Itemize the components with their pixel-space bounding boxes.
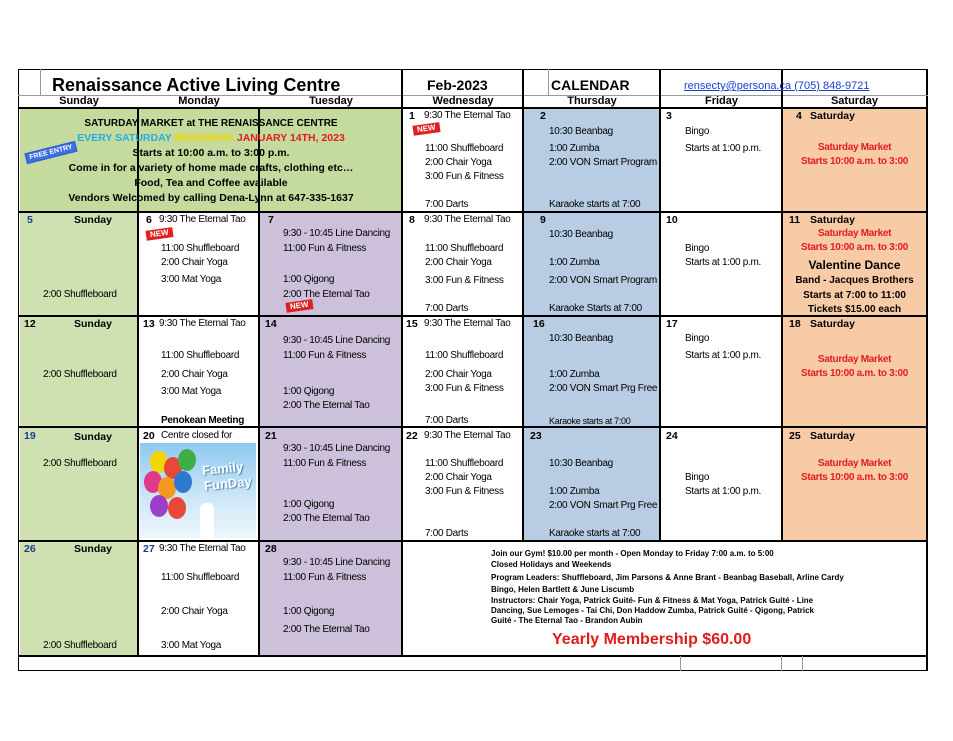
page-title: Renaissance Active Living Centre (52, 75, 341, 95)
info-text: Guité - The Eternal Tao - Brandon Aubin (491, 616, 643, 625)
event-text: Starts at 1:00 p.m. (685, 486, 762, 497)
market-title: SATURDAY MARKET at THE RENAISSANCE CENTRE (84, 118, 338, 129)
event-text: 1:00 Qigong (283, 499, 335, 510)
event-text: 11:00 Shuffleboard (425, 143, 504, 154)
info-text: Bingo, Helen Bartlett & June Liscumb (491, 585, 635, 594)
event-text: 11:00 Shuffleboard (161, 350, 240, 361)
event-text: Bingo (685, 333, 710, 344)
event-text: 2:00 Shuffleboard (43, 640, 117, 651)
grid-left (18, 69, 19, 671)
event-text: 3:00 Mat Yoga (161, 386, 222, 397)
event-text: 1:00 Zumba (549, 486, 600, 497)
event-text: 1:00 Zumba (549, 257, 600, 268)
day-header-wednesday: Wednesday (432, 95, 494, 107)
event-text: 9:30 The Eternal Tao (159, 318, 246, 329)
new-badge: NEW (285, 299, 313, 313)
event-text: Bingo (685, 126, 710, 137)
day-number: 26 (24, 543, 36, 555)
info-text: Instructors: Chair Yoga, Patrick Guité- Fun & Fitness & Mat Yoga, Patrick Guité - Line (491, 596, 814, 605)
day-number: 17 (666, 318, 678, 330)
market-every-text: EVERY SATURDAY (77, 132, 175, 144)
event-text: 7:00 Darts (425, 199, 469, 210)
day-number: 4 (796, 110, 802, 122)
day-number: 28 (265, 543, 277, 555)
balloon-icon (178, 449, 196, 471)
event-text: 9:30 - 10:45 Line Dancing (283, 443, 391, 454)
event-text: 1:00 Zumba (549, 143, 600, 154)
event-text: 3:00 Fun & Fitness (425, 486, 504, 497)
event-text: Karaoke starts at 7:00 (549, 528, 641, 539)
event-text: 9:30 The Eternal Tao (424, 430, 511, 441)
event-text: 1:00 Qigong (283, 274, 335, 285)
footer-tick-1 (680, 656, 681, 671)
day-number: 8 (409, 214, 415, 226)
balloon-icon (174, 471, 192, 493)
sunday-bg-w4 (20, 427, 138, 541)
market-food: Food, Tea and Coffee available (134, 177, 288, 189)
info-text: Dancing, Sue Lemoges - Tai Chi, Don Haddow Zumba, Patrick Guité - Qigong, Patrick (491, 606, 815, 615)
image-caption-family: Family (201, 458, 244, 479)
event-text: 11:00 Fun & Fitness (283, 572, 367, 583)
footer-tick-3 (802, 656, 803, 671)
market-every-saturday (20, 132, 402, 144)
event-text: 7:00 Darts (425, 303, 469, 314)
event-text: 2:00 The Eternal Tao (283, 400, 370, 411)
free-entry-stamp: FREE ENTRY (24, 141, 77, 164)
balloon-icon (168, 497, 186, 519)
event-text: Saturday Market (817, 228, 892, 239)
day-number: 3 (666, 110, 672, 122)
event-text: 10:30 Beanbag (549, 458, 613, 469)
market-beginning-text: BEGINNING (174, 132, 237, 144)
market-hours: Starts at 10:00 a.m. to 3:00 p.m. (132, 147, 290, 159)
event-text: Starts at 1:00 p.m. (685, 257, 762, 268)
day-header-thursday: Thursday (567, 95, 617, 107)
event-text: Tickets $15.00 each (807, 304, 902, 313)
event-text: 2:00 VON Smart Program (549, 275, 657, 286)
new-badge: NEW (145, 227, 173, 241)
market-date-text: JANUARY 14TH, 2023 (236, 132, 345, 144)
row-divider-5 (18, 655, 928, 657)
event-text: 2:00 Chair Yoga (425, 257, 492, 268)
event-text: 2:00 Chair Yoga (425, 157, 492, 168)
row-divider-4 (18, 540, 928, 542)
event-title: Valentine Dance (808, 258, 901, 272)
membership-price: Yearly Membership $60.00 (552, 631, 752, 648)
event-text: 9:30 The Eternal Tao (159, 214, 246, 225)
day-number: 14 (265, 318, 277, 330)
event-text: 11:00 Shuffleboard (425, 243, 504, 254)
day-number: 24 (666, 430, 678, 442)
event-text: 11:00 Fun & Fitness (283, 350, 367, 361)
row-divider-1 (18, 211, 928, 213)
day-number: 5 (27, 214, 33, 226)
day-header-saturday: Saturday (830, 95, 879, 107)
col-divider-tue (258, 107, 260, 656)
day-number: 27 (143, 543, 155, 555)
event-text: Centre closed for (161, 430, 233, 441)
event-text: 3:00 Mat Yoga (161, 640, 222, 651)
event-text: 9:30 - 10:45 Line Dancing (283, 335, 391, 346)
grid-bottom (18, 670, 928, 671)
day-number: 11 (789, 214, 801, 226)
event-text: 2:00 Chair Yoga (425, 369, 492, 380)
event-text: Bingo (685, 243, 710, 254)
sunday-bg-w5 (20, 541, 138, 656)
info-text: Join our Gym! $10.00 per month - Open Monday to Friday 7:00 a.m. to 5:00 (491, 549, 774, 558)
day-number: 9 (540, 214, 546, 226)
event-text: 1:00 Qigong (283, 386, 335, 397)
day-number: 21 (265, 430, 277, 442)
grid-top (18, 69, 928, 70)
day-number: 22 (406, 430, 418, 442)
event-text: 2:00 The Eternal Tao (283, 624, 370, 635)
market-vendors: Vendors Welcomed by calling Dena-Lynn at 647-335-1637 (68, 192, 354, 204)
day-number: 16 (533, 318, 545, 330)
event-text: Starts 10:00 a.m. to 3:00 (801, 472, 908, 483)
day-number: 10 (666, 214, 678, 226)
event-text: 7:00 Darts (425, 415, 469, 426)
event-text: 9:30 - 10:45 Line Dancing (283, 228, 391, 239)
event-text: Starts at 1:00 p.m. (685, 143, 762, 154)
event-text: 2:00 Shuffleboard (43, 458, 117, 469)
col-divider-thu (522, 69, 524, 542)
event-text: Saturday Market (817, 354, 892, 365)
event-text: Starts at 7:00 to 11:00 (803, 290, 906, 301)
header-tick (40, 69, 41, 96)
event-text: 2:00 Shuffleboard (43, 289, 117, 300)
new-badge: NEW (412, 122, 440, 136)
month-label: Feb-2023 (427, 77, 488, 93)
balloon-icon (150, 495, 168, 517)
event-text: 1:00 Zumba (549, 369, 600, 380)
day-number: 20 (143, 430, 155, 442)
event-text: Saturday Market (817, 142, 892, 153)
event-text: Starts at 1:00 p.m. (685, 350, 762, 361)
day-label: Sunday (74, 543, 112, 555)
event-text: Starts 10:00 a.m. to 3:00 (801, 242, 908, 253)
day-number: 13 (143, 318, 155, 330)
day-label: Sunday (74, 214, 112, 226)
event-text: 2:00 Shuffleboard (43, 369, 117, 380)
event-text: Band - Jacques Brothers (795, 275, 914, 286)
day-number: 23 (530, 430, 542, 442)
event-text: Karaoke starts at 7:00 (549, 199, 641, 210)
day-number: 19 (24, 430, 36, 442)
thursday-bg-w4 (523, 427, 660, 541)
info-text: Closed Holidays and Weekends (491, 560, 612, 569)
image-caption-funday: FunDay (203, 473, 253, 494)
day-number: 25 (789, 430, 801, 442)
event-text: 2:00 Chair Yoga (161, 369, 228, 380)
event-text: Karaoke Starts at 7:00 (549, 303, 642, 314)
day-label: Saturday (810, 214, 855, 226)
day-label: Saturday (810, 430, 855, 442)
calendar-label: CALENDAR (551, 77, 630, 93)
info-text: Program Leaders: Shuffleboard, Jim Parsons & Anne Brant - Beanbag Baseball, Arline Cardy (491, 573, 844, 582)
event-text: 9:30 The Eternal Tao (424, 110, 511, 121)
day-label: Saturday (810, 110, 855, 122)
event-text: 2:00 Chair Yoga (161, 257, 228, 268)
footer-tick-2 (781, 656, 782, 671)
event-text: 2:00 The Eternal Tao (283, 289, 370, 300)
event-text: 9:30 The Eternal Tao (159, 543, 246, 554)
event-text: 2:00 VON Smart Prg Free (549, 383, 658, 394)
day-header-monday: Monday (178, 95, 220, 107)
family-funday-image (140, 443, 256, 538)
event-text: 7:00 Darts (425, 528, 469, 539)
event-text: Starts 10:00 a.m. to 3:00 (801, 368, 908, 379)
day-number: 18 (789, 318, 801, 330)
grid-right (926, 69, 928, 671)
event-text: 11:00 Shuffleboard (161, 572, 240, 583)
event-text: 9:30 The Eternal Tao (424, 214, 511, 225)
event-text: 10:30 Beanbag (549, 126, 613, 137)
row-divider-2 (18, 315, 928, 317)
days-divider (18, 107, 928, 109)
row-divider-3 (18, 426, 928, 428)
event-text: 3:00 Mat Yoga (161, 274, 222, 285)
day-number: 1 (409, 110, 415, 122)
contact-link[interactable]: rensecty@persona.ca (705) 848-9721 (684, 80, 870, 92)
day-number: 7 (268, 214, 274, 226)
event-text: Saturday Market (817, 458, 892, 469)
day-label: Sunday (74, 318, 112, 330)
day-header-sunday: Sunday (59, 95, 99, 107)
event-text: 9:30 The Eternal Tao (424, 318, 511, 329)
event-text: 2:00 Chair Yoga (425, 472, 492, 483)
event-text: 11:00 Shuffleboard (425, 458, 504, 469)
day-header-tuesday: Tuesday (309, 95, 353, 107)
saturday-bg-w4 (782, 427, 926, 541)
day-header-friday: Friday (704, 95, 738, 107)
event-text: 10:30 Beanbag (549, 333, 613, 344)
event-text: 10:30 Beanbag (549, 229, 613, 240)
event-text: 3:00 Fun & Fitness (425, 171, 504, 182)
event-text: 3:00 Fun & Fitness (425, 383, 504, 394)
event-text: 2:00 Chair Yoga (161, 606, 228, 617)
event-text: Starts 10:00 a.m. to 3:00 (801, 156, 908, 167)
event-text: 2:00 The Eternal Tao (283, 513, 370, 524)
person-icon (200, 503, 214, 538)
market-description: Come in for a variety of home made crafts, clothing etc… (68, 162, 354, 174)
event-text: 2:00 VON Smart Program (549, 157, 657, 168)
event-text: 9:30 - 10:45 Line Dancing (283, 557, 391, 568)
day-number: 6 (146, 214, 152, 226)
event-text: 11:00 Fun & Fitness (283, 243, 367, 254)
col-divider-fri (659, 69, 661, 542)
day-number: 2 (540, 110, 546, 122)
col-divider-mon (137, 107, 139, 656)
day-label: Saturday (810, 318, 855, 330)
day-number: 15 (406, 318, 418, 330)
event-text: 11:00 Shuffleboard (161, 243, 240, 254)
event-text: 2:00 VON Smart Prg Free (549, 500, 658, 511)
event-text: 1:00 Qigong (283, 606, 335, 617)
header-tick-2 (548, 69, 549, 96)
event-text: 11:00 Shuffleboard (425, 350, 504, 361)
event-text: Penokean Meeting (161, 415, 244, 426)
event-text: Karaoke starts at 7:00 (549, 416, 631, 426)
event-text: 11:00 Fun & Fitness (283, 458, 367, 469)
day-label: Sunday (74, 431, 112, 443)
event-text: Bingo (685, 472, 710, 483)
day-number: 12 (24, 318, 36, 330)
event-text: 3:00 Fun & Fitness (425, 275, 504, 286)
